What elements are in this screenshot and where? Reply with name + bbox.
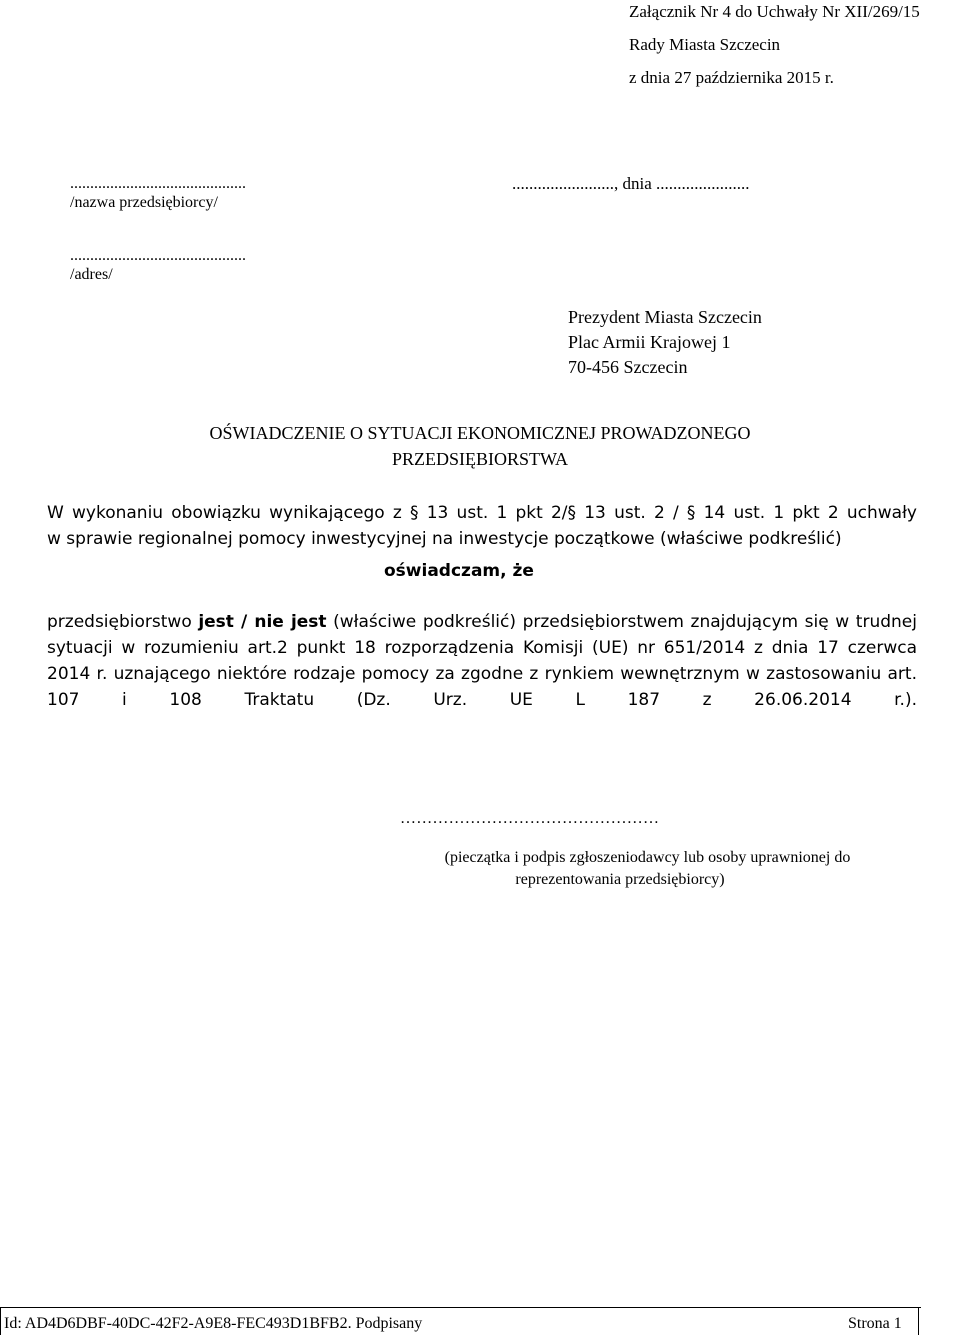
signature-dots: ………………………………………… <box>400 810 660 827</box>
statement-line4: 107 i 108 Traktatu (Dz. Urz. UE L 187 z 26.06.2014 r.). <box>47 690 917 710</box>
company-name-label: /nazwa przedsiębiorcy/ <box>70 194 218 211</box>
recipient-line2: Plac Armii Krajowej 1 <box>568 332 731 352</box>
declaration-heading: oświadczam, że <box>384 561 534 581</box>
statement-line1 <box>47 609 917 635</box>
footer-document-id: Id: AD4D6DBF-40DC-42F2-A9E8-FEC493D1BFB2. Podpisany <box>4 1315 423 1332</box>
attachment-header-line1: Załącznik Nr 4 do Uchwały Nr XII/269/15 <box>629 2 920 21</box>
document-title-line2: PRZEDSIĘBIORSTWA <box>391 449 568 469</box>
intro-line2: w sprawie regionalnej pomocy inwestycyjnej na inwestycje początkowe (właściwe podkreślić) <box>47 529 842 549</box>
statement-line2: sytuacji w rozumieniu art.2 punkt 18 rozporządzenia Komisji (UE) nr 651/2014 z dnia 17 czerwca <box>47 638 917 658</box>
footer-right-border <box>918 1307 919 1335</box>
statement-text-start: przedsiębiorstwo <box>47 612 199 632</box>
recipient-line3: 70-456 Szczecin <box>568 357 688 377</box>
signature-caption-line2: reprezentowania przedsiębiorcy) <box>515 871 725 888</box>
statement-choice: jest / nie jest <box>198 612 327 632</box>
statement-paragraph <box>47 609 917 713</box>
footer-rule <box>0 1307 921 1308</box>
document-title-line1: OŚWIADCZENIE O SYTUACJI EKONOMICZNEJ PROWADZONEGO <box>209 423 751 443</box>
address-dots: ............................................ <box>70 247 246 264</box>
footer-page-number: Strona 1 <box>848 1315 902 1332</box>
recipient-line1: Prezydent Miasta Szczecin <box>568 307 762 327</box>
statement-line3: 2014 r. uznającego niektóre rodzaje pomocy za zgodne z rynkiem wewnętrznym w zastosowaniu art. <box>47 664 917 684</box>
intro-line1: W wykonaniu obowiązku wynikającego z § 13 ust. 1 pkt 2/§ 13 ust. 2 / § 14 ust. 1 pkt 2 uchwały <box>47 503 917 523</box>
intro-paragraph <box>47 500 917 552</box>
company-name-dots: ............................................ <box>70 175 246 192</box>
footer-left-border <box>0 1307 1 1335</box>
statement-text-end: (właściwe podkreślić) przedsiębiorstwem znajdującym się w trudnej <box>326 612 917 632</box>
signature-caption-line1: (pieczątka i podpis zgłoszeniodawcy lub osoby uprawnionej do <box>444 849 851 866</box>
attachment-header-line3: z dnia 27 października 2015 r. <box>629 68 834 87</box>
place-date-field: ........................, dnia ...................... <box>512 174 750 193</box>
address-label: /adres/ <box>70 266 113 283</box>
attachment-header-line2: Rady Miasta Szczecin <box>629 35 781 54</box>
